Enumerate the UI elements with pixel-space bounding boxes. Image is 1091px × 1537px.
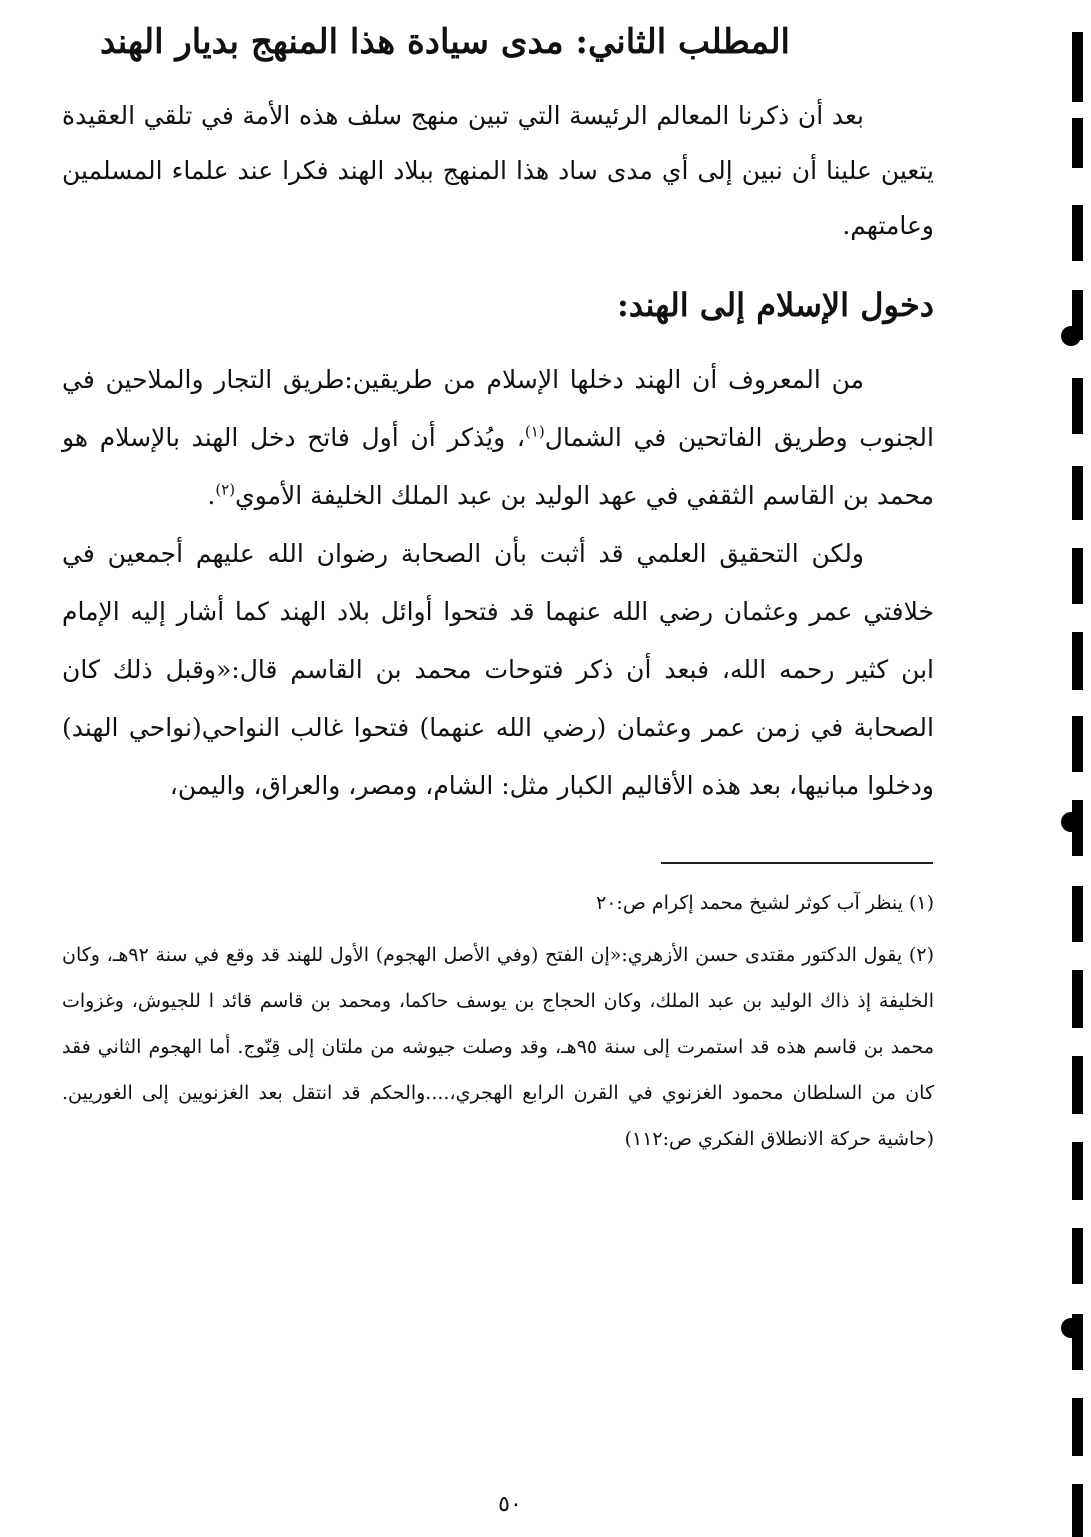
paragraph-text-c: . [207, 481, 216, 510]
footnote-separator [661, 862, 933, 864]
binding-mark [1072, 1228, 1083, 1284]
footnotes [62, 880, 934, 1162]
binding-marks [1051, 0, 1091, 1537]
binding-mark [1072, 1056, 1083, 1114]
binding-mark [1072, 466, 1083, 520]
binding-mark [1072, 118, 1083, 168]
footnote-1: (١) ينظر آب كوثر لشيخ محمد إكرام ص:٢٠ [596, 892, 934, 914]
binding-mark [1072, 716, 1083, 772]
paragraph-companions: ولكن التحقيق العلمي قد أثبت بأن الصحابة رضوان الله عليهم أجمعين في خلافتي عمر وعثمان رضي الله عنهما قد فتحوا أوائل بلاد الهند كما أشار إليه الإمام ابن كثير رحمه الله، فبعد أن ذكر فتوحات محمد بن القاسم قال:«وقبل ذلك كان الصحابة في زمن عمر وعثمان (رضي الله عنهما) فتحوا غالب النواحي(نواحي الهند) ودخلوا مبانيها، بعد هذه الأقاليم الكبار مثل: الشام، ومصر، والعراق، واليمن، [62, 539, 934, 800]
binding-dot [1061, 812, 1081, 832]
binding-mark [1072, 205, 1083, 261]
binding-mark [1072, 632, 1083, 690]
binding-mark [1072, 1142, 1083, 1200]
page-title: المطلب الثاني: مدى سيادة هذا المنهج بديار الهند [99, 22, 790, 62]
main-text [62, 88, 934, 815]
binding-mark [1072, 1398, 1083, 1456]
binding-dot [1061, 1318, 1081, 1338]
footnote-2: (٢) يقول الدكتور مقتدى حسن الأزهري:«إن الفتح (وفي الأصل الهجوم) الأول للهند قد وقع في سنة ٩٢هـ، وكان الخليفة إذ ذاك الوليد بن عبد الملك، وكان الحجاج بن يوسف حاكما، ومحمد بن قاسم قائد ا للجيوش، وغزوات محمد بن قاسم هذه قد استمرت إلى سنة ٩٥هـ، وقد وصلت جيوشه من ملتان إلى قِنّوج. أما الهجوم الثاني فقد كان من السلطان محمود الغزنوي في القرن الرابع الهجري،....والحكم قد انتقل بعد الغزنويين إلى الغوريين.(حاشية حركة الانطلاق الفكري ص:١١٢) [62, 944, 934, 1150]
binding-mark [1072, 32, 1083, 102]
binding-mark [1072, 548, 1083, 604]
paragraph-text-b: ، ويُذكر أن أول فاتح دخل الهند بالإسلام هو محمد بن القاسم الثقفي في عهد الوليد بن عبد الملك الخليفة الأموي [62, 423, 934, 510]
paragraph-islam-entry [62, 351, 934, 525]
section-heading: دخول الإسلام إلى الهند: [616, 286, 934, 324]
footnote-ref-2[interactable]: (٢) [215, 480, 236, 499]
intro-paragraph: بعد أن ذكرنا المعالم الرئيسة التي تبين منهج سلف هذه الأمة في تلقي العقيدة يتعين علينا أن نبين إلى أي مدى ساد هذا المنهج ببلاد الهند فكرا عند علماء المسلمين وعامتهم. [62, 101, 934, 240]
paragraph-text-a: من المعروف أن الهند دخلها الإسلام من طريقين:طريق التجار والملاحين في الجنوب وطريق الفاتحين في الشمال [62, 365, 934, 452]
binding-mark [1072, 378, 1083, 434]
footnote-ref-1[interactable]: (١) [524, 422, 545, 441]
binding-mark [1072, 1484, 1083, 1537]
page-number: ٥٠ [498, 1492, 522, 1517]
binding-mark [1072, 886, 1083, 942]
binding-dot [1061, 326, 1081, 346]
binding-mark [1072, 970, 1083, 1028]
